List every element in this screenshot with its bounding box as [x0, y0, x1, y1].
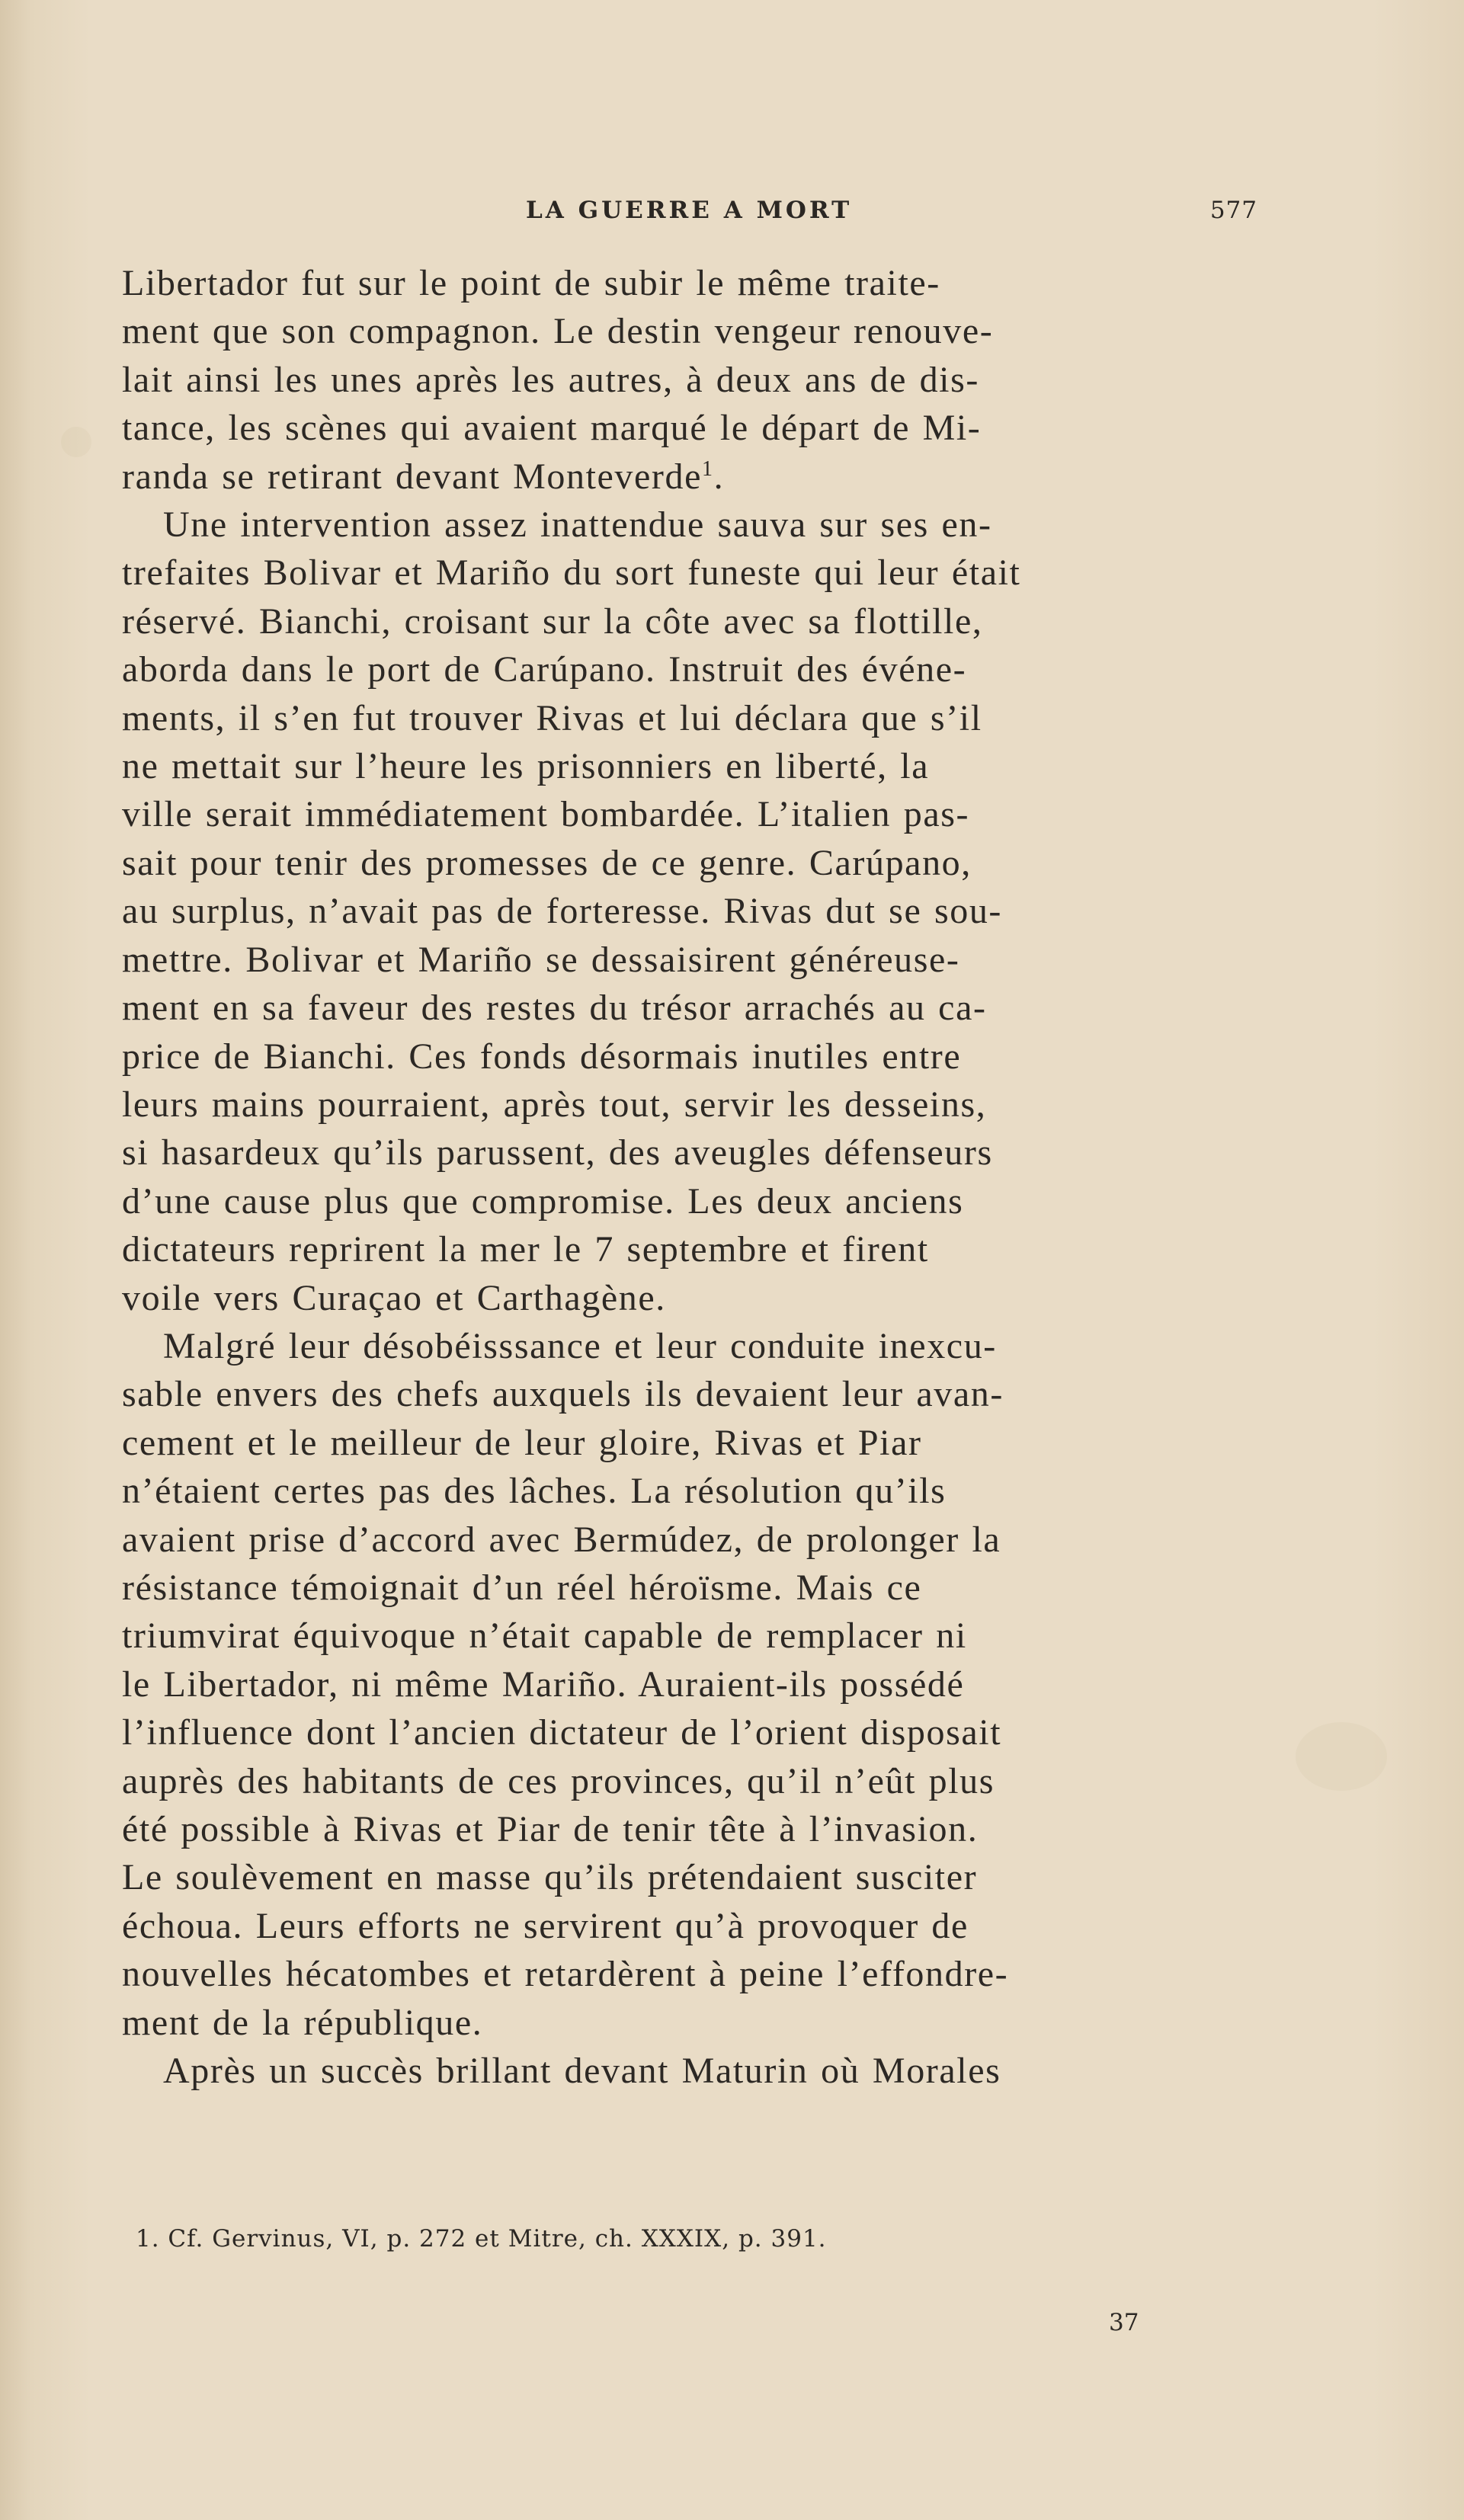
text-line: trefaites Bolivar et Mariño du sort funeste qui leur était [122, 552, 1021, 594]
paper-stain [61, 427, 91, 457]
text-line: échoua. Leurs efforts ne servirent qu’à provoquer de [122, 1905, 969, 1946]
text-line: ville serait immédiatement bombardée. L’italien pas- [122, 794, 970, 835]
signature-mark: 37 [1109, 2309, 1139, 2336]
text-line: voile vers Curaçao et Carthagène. [122, 1277, 666, 1318]
text-line: ment de la république. [122, 2002, 483, 2043]
running-head [122, 197, 1257, 227]
text-line: Le soulèvement en masse qu’ils prétendaient susciter [122, 1857, 978, 1898]
text-line: ment en sa faveur des restes du trésor arrachés au ca- [122, 988, 987, 1029]
paper-stain [1296, 1722, 1387, 1791]
text-line: auprès des habitants de ces provinces, qu’il n’eût plus [122, 1760, 995, 1801]
text-line: Malgré leur désobéisssance et leur conduite inexcu- [163, 1325, 997, 1366]
text-line: Une intervention assez inattendue sauva sur ses en- [163, 504, 992, 546]
text-line: au surplus, n’avait pas de forteresse. Rivas dut se sou- [122, 891, 1003, 932]
text-line: si hasardeux qu’ils parussent, des aveugles défenseurs [122, 1132, 993, 1174]
text-line [122, 453, 1257, 501]
text-line: ne mettait sur l’heure les prisonniers en liberté, la [122, 746, 930, 787]
text-line: été possible à Rivas et Piar de tenir tête à l’invasion. [122, 1809, 979, 1849]
text-line: sait pour tenir des promesses de ce genre. Carúpano, [122, 842, 972, 883]
text-line: mettre. Bolivar et Mariño se dessaisirent généreuse- [122, 939, 960, 980]
body-text [122, 259, 1257, 2095]
text-line-content: randa se retirant devant Monteverde [122, 456, 703, 497]
text-line: leurs mains pourraient, après tout, servir les desseins, [122, 1084, 987, 1125]
text-line: nouvelles hécatombes et retardèrent à peine l’effondre- [122, 1954, 1009, 1995]
text-line: aborda dans le port de Carúpano. Instruit des événe- [122, 649, 967, 690]
text-line: triumvirat équivoque n’était capable de remplacer ni [122, 1615, 967, 1657]
text-line: Libertador fut sur le point de subir le même traite- [122, 263, 940, 303]
text-line: résistance témoignait d’un réel héroïsme. Mais ce [122, 1567, 922, 1608]
text-line: cement et le meilleur de leur gloire, Rivas et Piar [122, 1422, 922, 1463]
text-line: dictateurs reprirent la mer le 7 septembre et firent [122, 1229, 929, 1270]
text-line: Après un succès brillant devant Maturin où Morales [163, 2051, 1001, 2092]
text-line: d’une cause plus que compromise. Les deux anciens [122, 1180, 964, 1222]
text-line: tance, les scènes qui avaient marqué le départ de Mi- [122, 408, 982, 449]
text-line: n’étaient certes pas des lâches. La résolution qu’ils [122, 1471, 947, 1512]
text-line: le Libertador, ni même Mariño. Auraient-ils possédé [122, 1663, 965, 1705]
running-title: LA GUERRE A MORT [526, 197, 853, 224]
text-line: réservé. Bianchi, croisant sur la côte avec sa flottille, [122, 600, 983, 642]
text-line: avaient prise d’accord avec Bermúdez, de prolonger la [122, 1519, 1001, 1560]
footnote-reference[interactable]: 1 [702, 456, 714, 481]
text-line: ment que son compagnon. Le destin vengeur renouve- [122, 311, 994, 352]
text-line: lait ainsi les unes après les autres, à deux ans de dis- [122, 359, 979, 400]
text-line: ments, il s’en fut trouver Rivas et lui déclara que s’il [122, 697, 982, 738]
text-line: price de Bianchi. Ces fonds désormais inutiles entre [122, 1036, 962, 1077]
page-number: 577 [1209, 197, 1257, 224]
footnote: 1. Cf. Gervinus, VI, p. 272 et Mitre, ch. XXXIX, p. 391. [136, 2225, 827, 2253]
text-line: l’influence dont l’ancien dictateur de l’orient disposait [122, 1712, 1002, 1753]
text-line: sable envers des chefs auxquels ils devaient leur avan- [122, 1374, 1004, 1415]
line-end-punctuation: . [713, 456, 725, 497]
